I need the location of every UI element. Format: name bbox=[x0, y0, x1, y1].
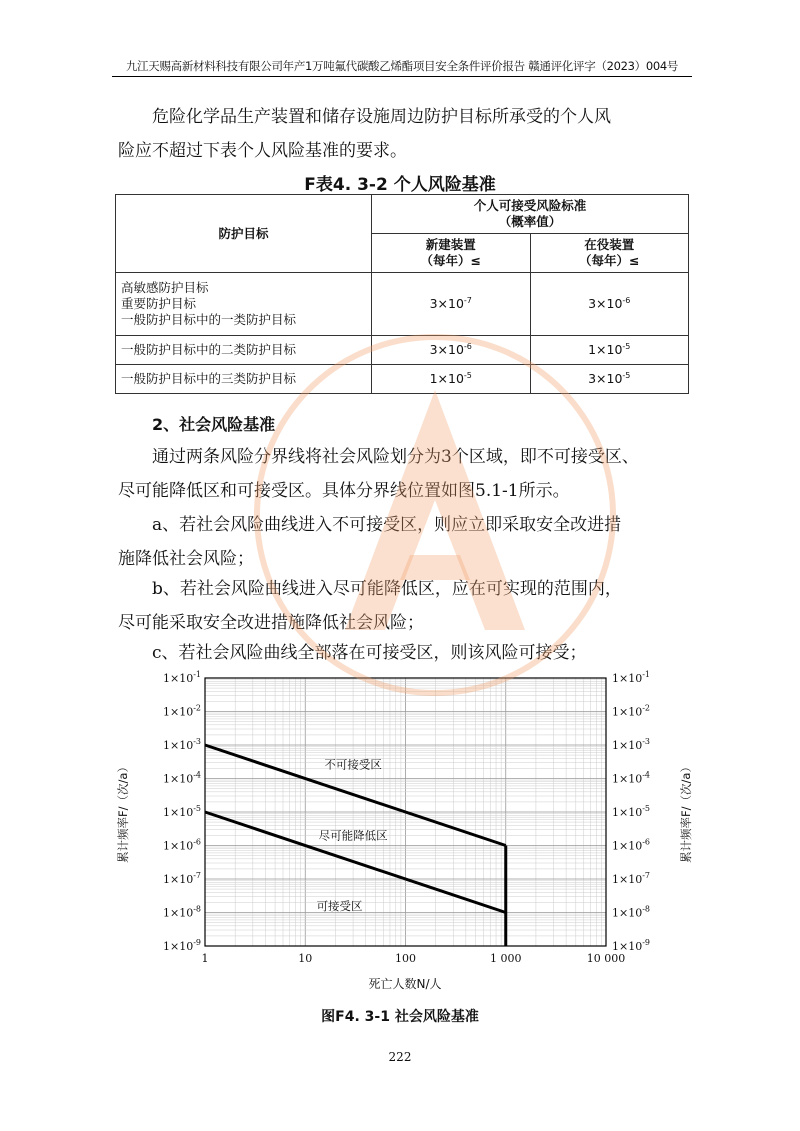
body-paragraph-3 bbox=[118, 572, 688, 640]
y-tick-label-left bbox=[163, 704, 201, 719]
p3-line-1: b、若社会风险曲线进入尽可能降低区，应在可实现的范围内， bbox=[152, 579, 622, 599]
y-tick-base: 1×10 bbox=[612, 806, 643, 819]
x-tick-label: 1 bbox=[201, 952, 209, 965]
header-new bbox=[372, 234, 531, 273]
page-number: 222 bbox=[388, 1050, 412, 1064]
individual-risk-table bbox=[115, 194, 689, 394]
row-3-target: 一般防护目标中的三类防护目标 bbox=[116, 365, 372, 394]
risk-boundary-line-2 bbox=[205, 812, 506, 913]
y-tick-base: 1×10 bbox=[162, 839, 194, 853]
p4-line-1: c、若社会风险曲线全部落在可接受区，则该风险可接受； bbox=[152, 643, 587, 663]
page-header: 九江天赐高新材料科技有限公司年产1万吨氟代碳酸乙烯酯项目安全条件评价报告 赣通评化评字（2023）004号 bbox=[125, 59, 679, 73]
p1-line-1: 通过两条风险分界线将社会风险划分为3个区域，即不可接受区、 bbox=[152, 447, 639, 467]
table-row bbox=[116, 273, 689, 336]
row-1-target-line-3: 一般防护目标中的一类防护目标 bbox=[121, 312, 297, 327]
row-3-existing bbox=[530, 365, 689, 394]
region-label: 不可接受区 bbox=[324, 757, 382, 772]
intro-line-2: 险应不超过下表个人风险基准的要求。 bbox=[118, 141, 407, 161]
y-tick-label-right bbox=[612, 804, 650, 819]
row-1-new-exp: -7 bbox=[463, 296, 472, 306]
row-2-existing-base: 1×10 bbox=[588, 342, 623, 358]
row-2-existing bbox=[530, 336, 689, 365]
y-tick-label-right bbox=[612, 737, 650, 752]
header-group-line-1: 个人可接受风险标准 bbox=[473, 198, 587, 213]
y-tick-base: 1×10 bbox=[162, 873, 194, 886]
row-2-new-base: 3×10 bbox=[429, 342, 464, 358]
row-2-target: 一般防护目标中的二类防护目标 bbox=[116, 336, 372, 365]
y-tick-label-right bbox=[612, 905, 650, 920]
body-paragraph-1 bbox=[118, 440, 688, 508]
row-1-target-line-1: 高敏感防护目标 bbox=[121, 280, 209, 295]
row-2-new bbox=[372, 336, 531, 365]
p1-line-2: 尽可能降低区和可接受区。具体分界线位置如图5.1-1所示。 bbox=[118, 481, 570, 501]
y-tick-base: 1×10 bbox=[162, 739, 194, 752]
y-tick-exponent: -5 bbox=[642, 804, 651, 813]
row-2-new-exp: -6 bbox=[463, 342, 472, 352]
y-tick-base: 1×10 bbox=[162, 940, 194, 953]
y-tick-exponent: -6 bbox=[642, 837, 651, 847]
y-tick-exponent: -4 bbox=[642, 770, 651, 780]
y-tick-label-right bbox=[612, 938, 650, 953]
fn-chart bbox=[100, 668, 700, 993]
y-tick-base: 1×10 bbox=[612, 906, 643, 920]
x-tick-label: 100 bbox=[395, 952, 416, 965]
y-tick-exponent: -3 bbox=[642, 737, 651, 746]
y-tick-base: 1×10 bbox=[612, 839, 643, 853]
row-2-existing-exp: -5 bbox=[622, 342, 631, 352]
row-3-new-base: 1×10 bbox=[429, 371, 464, 387]
y-tick-label-left bbox=[163, 670, 201, 685]
x-tick-label: 1 000 bbox=[490, 952, 522, 965]
table-row bbox=[116, 365, 689, 394]
y-tick-label-right bbox=[612, 771, 650, 786]
row-1-new-base: 3×10 bbox=[429, 296, 464, 312]
y-tick-base: 1×10 bbox=[162, 705, 194, 719]
header-group-line-2: （概率值） bbox=[498, 214, 562, 229]
y-tick-base: 1×10 bbox=[162, 906, 194, 920]
y-tick-base: 1×10 bbox=[612, 705, 643, 719]
y-tick-exponent: -4 bbox=[193, 770, 201, 780]
y-tick-base: 1×10 bbox=[162, 672, 194, 685]
region-label: 可接受区 bbox=[316, 898, 363, 913]
header-existing-line-2: （每年）≤ bbox=[579, 253, 640, 268]
row-3-existing-exp: -5 bbox=[622, 371, 631, 381]
row-1-target bbox=[116, 273, 372, 336]
row-3-new bbox=[372, 365, 531, 394]
row-3-new-exp: -5 bbox=[463, 371, 472, 381]
y-tick-label-left bbox=[163, 737, 201, 752]
y-tick-exponent: -8 bbox=[193, 904, 201, 914]
table-row bbox=[116, 336, 689, 365]
table-title: F表4. 3-2 个人风险基准 bbox=[304, 175, 496, 195]
y-tick-label-left bbox=[163, 871, 201, 886]
x-tick-label: 10 bbox=[298, 952, 313, 965]
figure-caption: 图F4. 3-1 社会风险基准 bbox=[321, 1009, 479, 1025]
y-tick-exponent: -5 bbox=[193, 804, 201, 813]
header-new-line-2: （每年）≤ bbox=[420, 253, 481, 268]
x-axis-label: 死亡人数N/人 bbox=[368, 977, 442, 991]
region-label: 尽可能降低区 bbox=[318, 828, 388, 843]
y-tick-exponent: -3 bbox=[193, 737, 201, 746]
y-tick-base: 1×10 bbox=[612, 739, 643, 752]
y-tick-label-right bbox=[612, 871, 650, 886]
y-tick-label-left bbox=[163, 771, 201, 786]
y-tick-base: 1×10 bbox=[162, 806, 194, 819]
row-1-new bbox=[372, 273, 531, 336]
chart-region-labels bbox=[317, 757, 388, 912]
y-tick-exponent: -9 bbox=[642, 938, 651, 947]
y-tick-base: 1×10 bbox=[612, 772, 643, 786]
y-tick-label-left bbox=[163, 938, 201, 953]
body-paragraph-2 bbox=[118, 508, 688, 576]
y-tick-label-left bbox=[163, 905, 201, 920]
y-tick-base: 1×10 bbox=[612, 873, 643, 886]
row-1-target-line-2: 重要防护目标 bbox=[121, 296, 197, 311]
y-tick-exponent: -1 bbox=[642, 670, 651, 679]
y-tick-exponent: -2 bbox=[642, 703, 651, 713]
y-tick-label-right bbox=[612, 838, 650, 853]
header-new-line-1: 新建装置 bbox=[425, 237, 476, 252]
y-axis-label: 累计频率F/（次/a） bbox=[116, 761, 130, 863]
chart-ticks bbox=[163, 670, 650, 965]
header-existing-line-1: 在役装置 bbox=[584, 237, 635, 252]
row-3-existing-base: 3×10 bbox=[588, 371, 623, 387]
header-existing bbox=[530, 234, 689, 273]
y-tick-exponent: -7 bbox=[193, 871, 201, 880]
y-tick-exponent: -9 bbox=[193, 938, 201, 947]
y-tick-exponent: -1 bbox=[193, 670, 201, 679]
y-axis-label-right: 累计频率F/（次/a） bbox=[679, 761, 693, 863]
header-group bbox=[372, 195, 689, 234]
y-tick-exponent: -7 bbox=[642, 871, 651, 880]
header-rule bbox=[112, 76, 692, 77]
header-target: 防护目标 bbox=[116, 195, 372, 273]
y-tick-base: 1×10 bbox=[162, 772, 194, 786]
p3-line-2: 尽可能采取安全改进措施降低社会风险； bbox=[118, 613, 424, 633]
p2-line-2: 施降低社会风险； bbox=[118, 549, 254, 569]
intro-line-1: 危险化学品生产装置和储存设施周边防护目标所承受的个人风 bbox=[152, 107, 611, 127]
p2-line-1: a、若社会风险曲线进入不可接受区，则应立即采取安全改进措 bbox=[152, 515, 622, 535]
row-1-existing bbox=[530, 273, 689, 336]
y-tick-exponent: -6 bbox=[193, 837, 201, 847]
y-tick-exponent: -8 bbox=[642, 904, 651, 914]
intro-paragraph bbox=[118, 100, 688, 168]
section-title: 2、社会风险基准 bbox=[152, 415, 276, 434]
row-1-existing-base: 3×10 bbox=[588, 296, 623, 312]
y-tick-label-right bbox=[612, 670, 650, 685]
y-tick-label-right bbox=[612, 704, 650, 719]
row-1-existing-exp: -6 bbox=[622, 296, 631, 306]
y-tick-base: 1×10 bbox=[612, 940, 643, 953]
y-tick-exponent: -2 bbox=[193, 703, 201, 713]
x-tick-label: 10 000 bbox=[586, 952, 626, 965]
body-paragraph-4 bbox=[118, 636, 688, 670]
y-tick-label-left bbox=[163, 838, 201, 853]
y-tick-label-left bbox=[163, 804, 201, 819]
y-tick-base: 1×10 bbox=[612, 672, 643, 685]
